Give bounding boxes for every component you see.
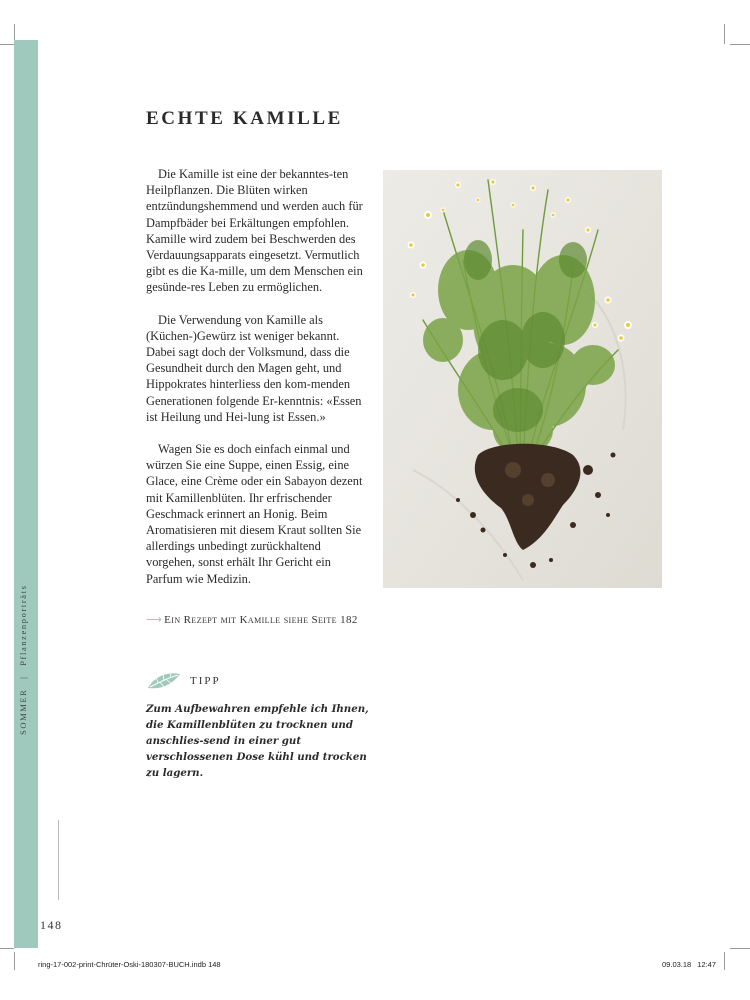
body-text — [146, 166, 363, 603]
print-date: 09.03.18 — [662, 960, 692, 969]
print-timestamp — [662, 960, 716, 969]
subsection-name: Pflanzenporträts — [18, 584, 28, 666]
recipe-reference — [146, 612, 366, 628]
section-name: SOMMER — [18, 688, 28, 735]
crop-mark — [0, 948, 14, 949]
crop-mark — [724, 952, 725, 970]
print-file-slug: ring-17-002-print-Chrüter-Oski-180307-BUCH.indb 148 — [38, 960, 221, 969]
section-label — [18, 584, 28, 735]
leaf-icon — [146, 670, 182, 692]
tip-label: TIPP — [190, 675, 221, 687]
chamomile-plant-image — [383, 170, 662, 588]
side-rule — [58, 820, 59, 900]
crop-mark — [724, 24, 725, 44]
paragraph: Wagen Sie es doch einfach einmal und würzen Sie eine Suppe, einen Essig, eine Glace, eine Crème oder ein Sabayon dezent mit Kamillenblüten. Ihr erfrischender Geschmack erinnert an Honig. Beim Aromatisieren mit diesem Kraut sollten Sie allerdings unbedingt zurückhaltend vorgehen, sonst erhält Ihr Gericht ein Parfum wie Medizin. — [146, 442, 363, 586]
print-time: 12:47 — [697, 960, 716, 969]
tip-text: Zum Aufbewahren empfehle ich Ihnen, die Kamillenblüten zu trocknen und anschlies-send in einer gut verschlossenen Dose kühl und trocken zu lagern. — [146, 703, 369, 779]
paragraph: Die Kamille ist eine der bekanntes-ten Heilpflanzen. Die Blüten wirken entzündungshemmend und werden auch für Dampfbäder bei Erkältungen empfohlen. Kamille wird zudem bei Beschwerden des Verdauungsapparats eingesetzt. Vermutlich gibt es die Ka-mille, um dem Menschen ein gesünde-res Leben zu ermöglichen. — [146, 167, 363, 295]
crop-mark — [730, 948, 750, 949]
page-number: 148 — [40, 918, 63, 932]
arrow-icon: ⟶ — [146, 614, 163, 626]
crop-mark — [14, 952, 15, 970]
crop-mark — [14, 24, 15, 40]
page-title: ECHTE KAMILLE — [146, 108, 343, 129]
section-separator: | — [18, 675, 28, 679]
sidebar-color-band — [14, 40, 38, 948]
chamomile-photo — [383, 170, 662, 588]
tip-heading — [146, 670, 221, 692]
paragraph: Die Verwendung von Kamille als (Küchen-)Gewürz ist weniger bekannt. Dabei sagt doch der Volksmund, dass die Gesundheit durch den Magen geht, und Hippokrates hinterliess den kom-menden Generationen folgende Er-kenntnis: «Essen ist Heilung und Hei-lung ist Essen.» — [146, 312, 362, 424]
recipe-reference-text: Ein Rezept mit Kamille siehe Seite 182 — [164, 614, 358, 626]
crop-mark — [730, 44, 750, 45]
